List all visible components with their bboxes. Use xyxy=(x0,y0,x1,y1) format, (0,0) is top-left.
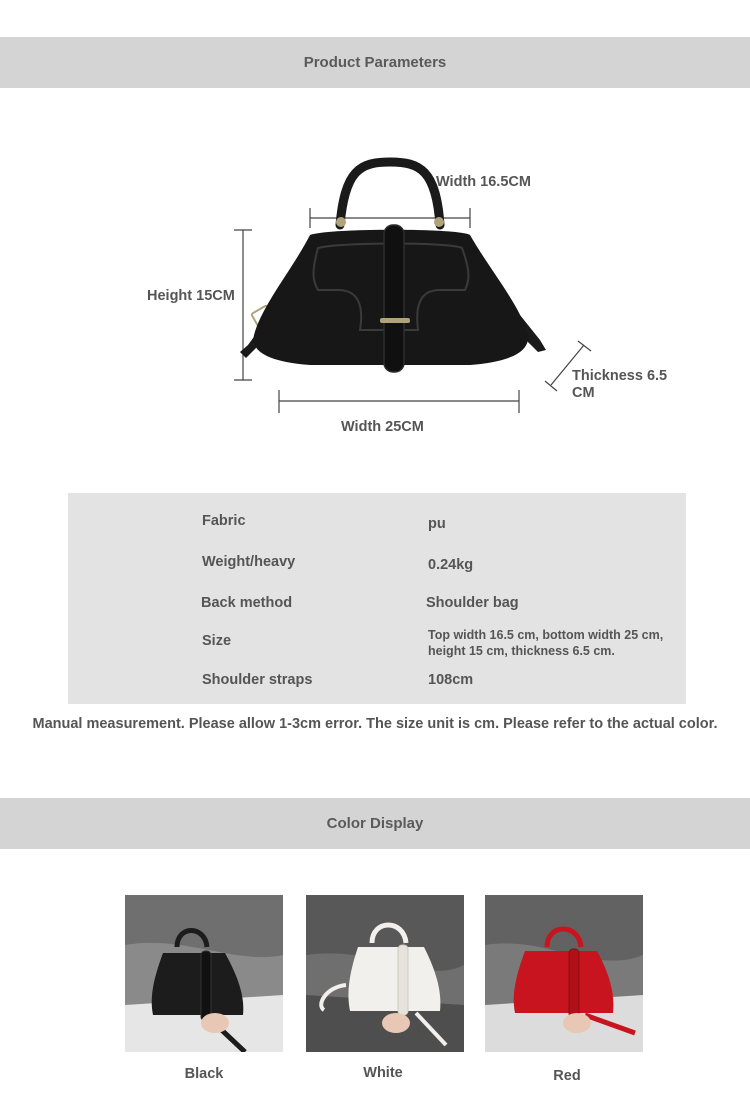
parameter-value: Shoulder bag xyxy=(426,595,519,611)
parameter-key: Back method xyxy=(201,595,293,611)
bag-dimension-diagram xyxy=(0,130,750,450)
color-label-white: White xyxy=(363,1065,403,1081)
white-bag-photo xyxy=(306,895,464,1052)
parameter-key: Fabric xyxy=(202,513,246,529)
bottom-width-label: Width 25CM xyxy=(341,419,424,435)
measurement-note: Manual measurement. Please allow 1-3cm error. The size unit is cm. Please refer to the actual color. xyxy=(32,716,718,732)
color-swatch-white[interactable] xyxy=(306,895,464,1052)
height-label: Height 15CM xyxy=(147,288,235,304)
product-parameters-title: Product Parameters xyxy=(303,54,447,71)
color-display-header xyxy=(0,798,750,849)
red-bag-photo xyxy=(485,895,643,1052)
parameter-key: Shoulder straps xyxy=(202,672,313,688)
parameter-key: Size xyxy=(202,633,232,649)
parameters-table xyxy=(68,493,686,704)
color-display-title: Color Display xyxy=(326,815,424,832)
thickness-label: Thickness 6.5 CM xyxy=(572,368,668,401)
product-parameters-header xyxy=(0,37,750,88)
color-label-red: Red xyxy=(553,1068,581,1084)
color-swatch-red[interactable] xyxy=(485,895,643,1052)
parameter-value: pu xyxy=(428,516,446,532)
black-bag-photo xyxy=(125,895,283,1052)
parameter-value: 0.24kg xyxy=(428,557,474,573)
top-width-label: Width 16.5CM xyxy=(436,174,531,190)
parameter-key: Weight/heavy xyxy=(202,554,296,570)
parameter-value: Top width 16.5 cm, bottom width 25 cm, height 15 cm, thickness 6.5 cm. xyxy=(428,628,664,658)
color-label-black: Black xyxy=(184,1066,224,1082)
parameter-value: 108cm xyxy=(428,672,474,688)
color-swatch-black[interactable] xyxy=(125,895,283,1052)
